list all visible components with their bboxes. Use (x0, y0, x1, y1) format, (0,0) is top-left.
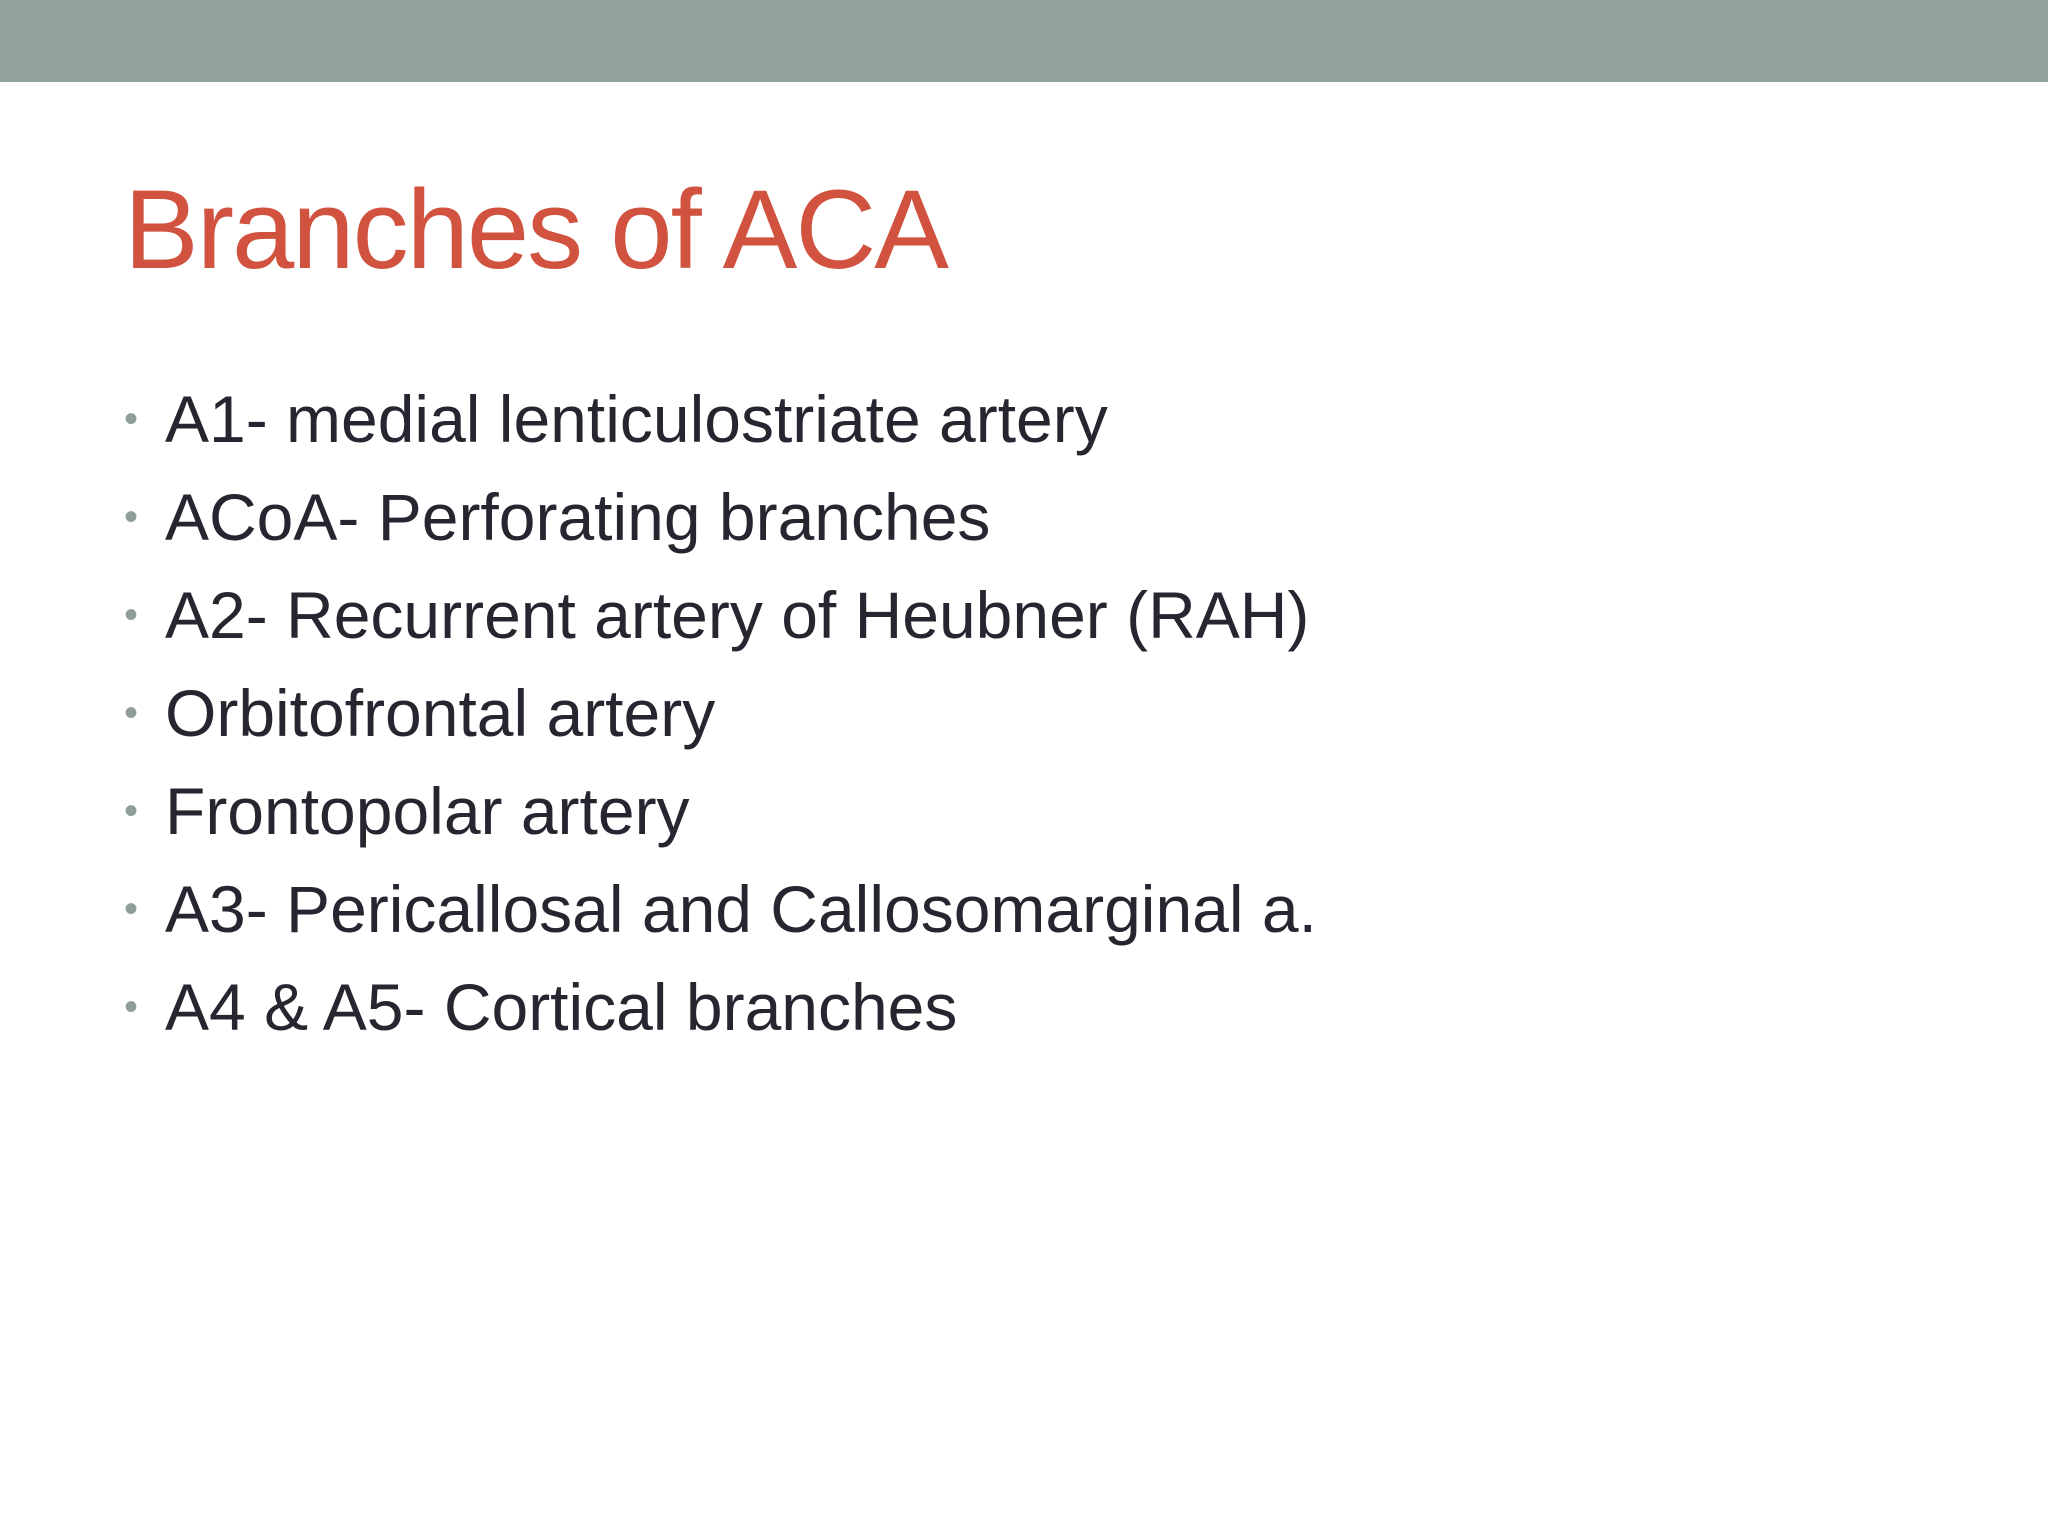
bullet-item (124, 762, 1317, 860)
bullet-dot-icon: • (124, 985, 139, 1029)
top-accent-bar (0, 0, 2048, 82)
bullet-dot-icon: • (124, 887, 139, 931)
bullet-text: ACoA- Perforating branches (165, 480, 991, 554)
bullet-item (124, 860, 1317, 958)
bullet-item (124, 664, 1317, 762)
bullet-text: Frontopolar artery (165, 774, 690, 848)
bullet-dot-icon: • (124, 397, 139, 441)
bullet-dot-icon: • (124, 495, 139, 539)
bullet-text: A1- medial lenticulostriate artery (165, 382, 1108, 456)
bullet-list (124, 370, 1317, 1056)
bullet-item (124, 370, 1317, 468)
bullet-dot-icon: • (124, 593, 139, 637)
bullet-text: A4 & A5- Cortical branches (165, 970, 958, 1044)
slide-title: Branches of ACA (124, 167, 947, 292)
bullet-text: A2- Recurrent artery of Heubner (RAH) (165, 578, 1310, 652)
bullet-item (124, 468, 1317, 566)
bullet-text: Orbitofrontal artery (165, 676, 716, 750)
bullet-item (124, 566, 1317, 664)
bullet-dot-icon: • (124, 789, 139, 833)
bullet-item (124, 958, 1317, 1056)
bullet-text: A3- Pericallosal and Callosomarginal a. (165, 872, 1317, 946)
bullet-dot-icon: • (124, 691, 139, 735)
